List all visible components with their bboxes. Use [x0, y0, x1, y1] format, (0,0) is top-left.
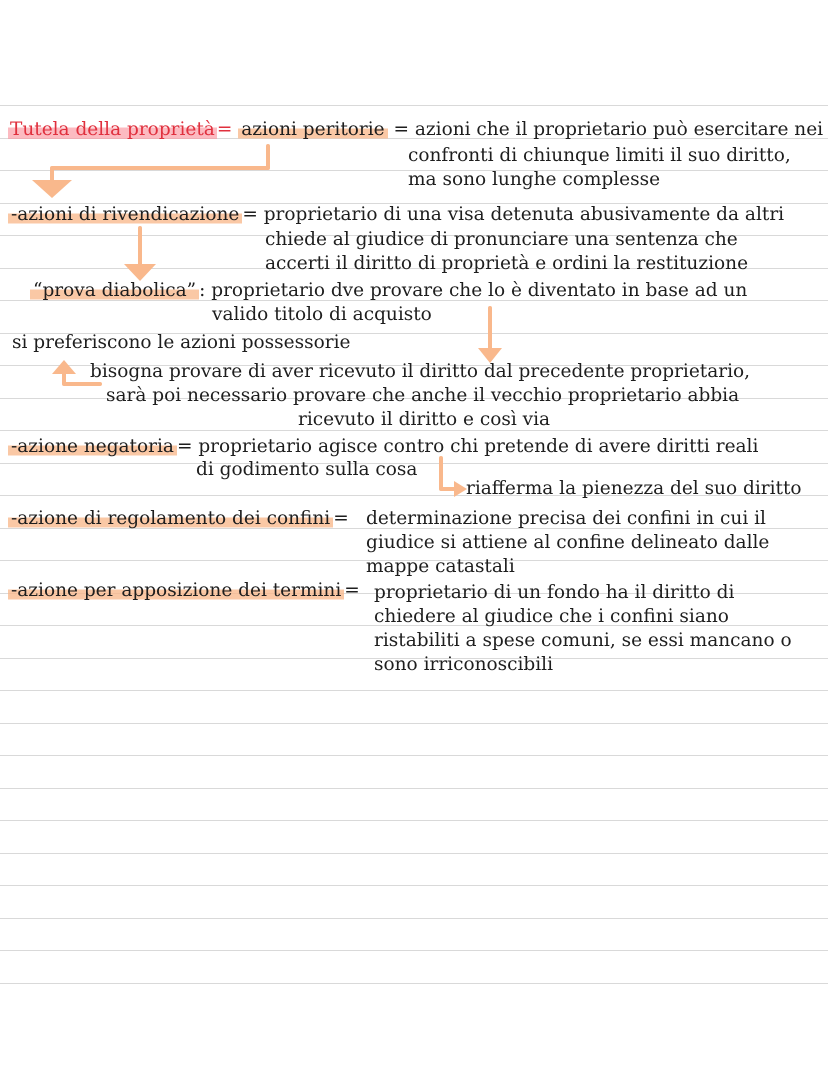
peritorie-term: azioni peritorie	[238, 119, 387, 140]
rivendicazione-def-1: proprietario di una visa detenuta abusivamente da altri	[263, 204, 785, 225]
confini-line	[8, 508, 349, 530]
termini-def-1: proprietario di un fondo ha il diritto di	[374, 582, 735, 603]
confini-equals: =	[333, 508, 349, 529]
prova-line	[30, 280, 747, 302]
riafferma-line: riafferma la pienezza del suo diritto	[466, 478, 802, 499]
arrowhead-2	[124, 264, 156, 281]
negatoria-line	[8, 436, 758, 458]
bisogna-line-2: sarà poi necessario provare che anche il vecchio proprietario abbia	[106, 385, 740, 406]
termini-line	[8, 580, 360, 602]
bisogna-line-3: ricevuto il diritto e così via	[298, 409, 551, 430]
title-text: Tutela della proprietà	[10, 119, 215, 140]
possessorie-line: si preferiscono le azioni possessorie	[12, 332, 351, 353]
termini-term: -azione per apposizione dei termini	[8, 580, 344, 601]
bisogna-line-1: bisogna provare di aver ricevuto il diritto dal precedente proprietario,	[90, 361, 751, 382]
negatoria-def-1: proprietario agisce contro chi pretende di avere diritti reali	[198, 436, 759, 457]
rivendicazione-def-2: chiede al giudice di pronunciare una sentenza che	[265, 229, 738, 250]
rivendicazione-line	[8, 204, 784, 226]
arrow-peritorie-to-rivendicazione	[52, 146, 268, 180]
termini-def-4: sono irriconoscibili	[374, 654, 554, 675]
termini-def-3: ristabiliti a spese comuni, se essi mancano o	[374, 630, 792, 651]
peritorie-equals: =	[387, 119, 415, 140]
peritorie-def-1: azioni che il proprietario può esercitare nei	[414, 119, 824, 140]
rivendicazione-term: -azioni di rivendicazione	[8, 204, 242, 225]
prova-def-2: valido titolo di acquisto	[212, 304, 432, 325]
confini-def-3: mappe catastali	[366, 556, 515, 577]
negatoria-equals: =	[176, 436, 199, 457]
termini-def-2: chiedere al giudice che i confini siano	[374, 606, 729, 627]
peritorie-def-2: confronti di chiunque limiti il suo diritto,	[408, 145, 791, 166]
title-line	[8, 119, 823, 141]
prova-term: “prova diabolica”	[30, 280, 199, 301]
arrowhead-1	[32, 180, 72, 198]
confini-def-1: determinazione precisa dei confini in cui il	[366, 508, 766, 529]
rivendicazione-def-3: accerti il diritto di proprietà e ordini la restituzione	[265, 253, 749, 274]
negatoria-term: -azione negatoria	[8, 436, 177, 457]
termini-equals: =	[344, 580, 360, 601]
title-equals: =	[216, 119, 233, 140]
confini-term: -azione di regolamento dei confini	[8, 508, 333, 529]
arrowhead-4	[52, 360, 76, 374]
prova-def-1: : proprietario dve provare che lo è diventato in base ad un	[199, 280, 748, 301]
confini-def-2: giudice si attiene al confine delineato dalle	[366, 532, 770, 553]
peritorie-def-3: ma sono lunghe complesse	[408, 169, 661, 190]
rivendicazione-equals: =	[242, 204, 264, 225]
negatoria-def-2: di godimento sulla cosa	[196, 459, 418, 480]
arrow-negatoria-to-riafferma	[441, 458, 456, 489]
